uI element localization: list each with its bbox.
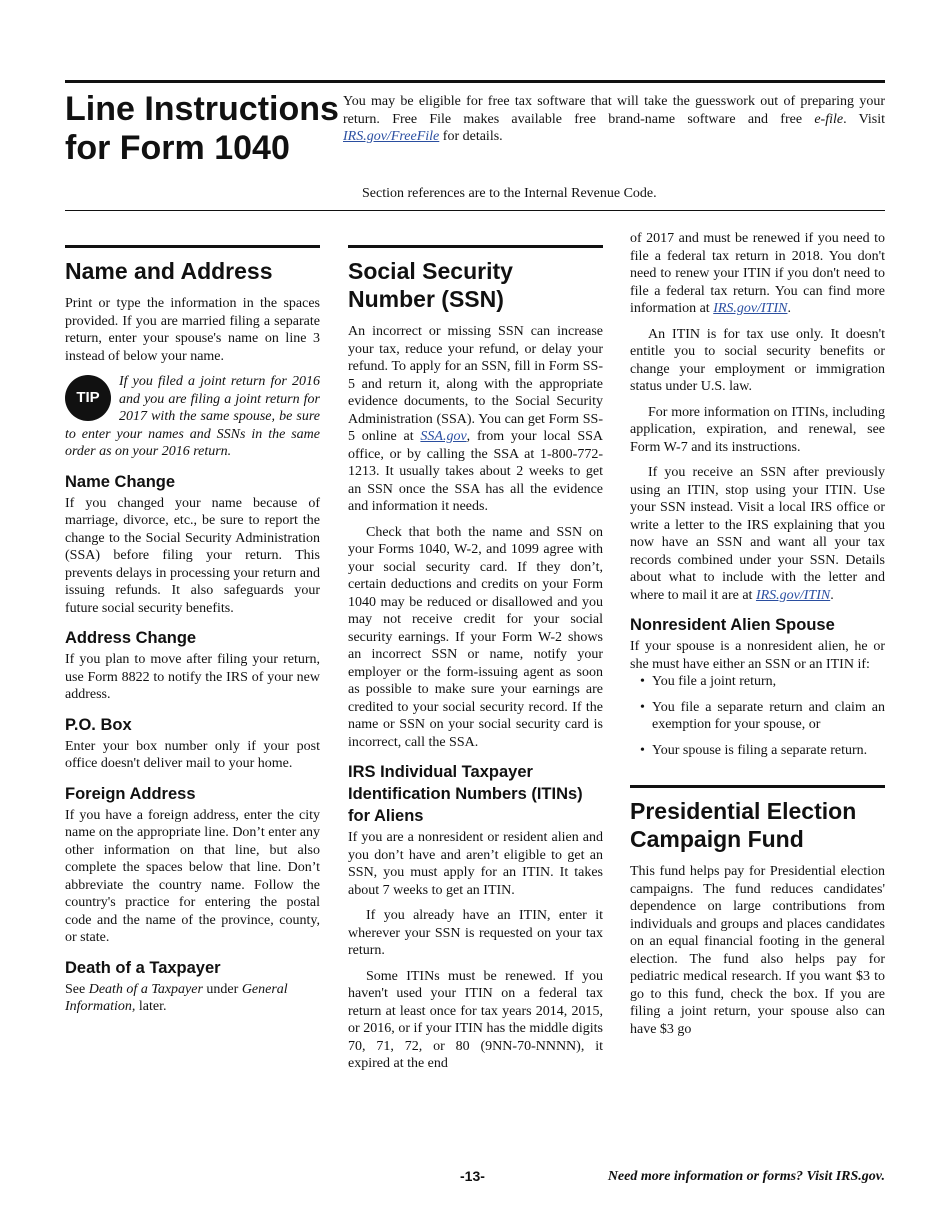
irs-itin-link[interactable]: IRS.gov/ITIN bbox=[713, 301, 788, 316]
footer-more-info: Need more information or forms? Visit IRS.gov. bbox=[607, 1169, 885, 1184]
ssa-gov-link[interactable]: SSA.gov bbox=[420, 429, 467, 444]
free-file-link[interactable]: IRS.gov/FreeFile bbox=[343, 129, 440, 144]
list-item: • Your spouse is filing a separate return. bbox=[630, 742, 885, 760]
section-bar bbox=[348, 245, 603, 248]
name-change-heading: Name Change bbox=[65, 472, 176, 491]
death-of-taxpayer-text: See Death of a Taxpayer under General Information, later. bbox=[65, 981, 288, 1014]
po-box-heading: P.O. Box bbox=[65, 715, 132, 734]
column-1 bbox=[65, 230, 320, 1024]
irs-itin-link[interactable]: IRS.gov/ITIN bbox=[755, 587, 831, 603]
tip-icon: TIP bbox=[65, 375, 111, 421]
top-rule bbox=[65, 80, 885, 83]
name-address-text: Print or type the information in the spaces provided. If you are married filing a separate return, enter your spouse's name on line 3 instead of below your name. bbox=[65, 296, 320, 364]
itin-heading: IRS Individual Taxpayer Identification Numbers (ITINs) for Aliens bbox=[348, 763, 583, 825]
ssn-paragraph-2: Check that both the name and SSN on your Forms 1040, W-2, and 1099 agree with your social security card. If they don’t, certain deductions and credits on your Form 1040 may be reduced or disallowed and you may not receive credit for your social security earnings. If your Form W-2 shows an incorrect SSN or name, notify your employer or the form-issuing agent as soon as possible to make sure your earnings are credited to your social security record. If the name or SSN on your social security card is incorrect, call the SSA. bbox=[348, 524, 603, 750]
presidential-election-heading: Presidential Election Campaign Fund bbox=[630, 798, 857, 852]
itin-paragraph-5: For more information on ITINs, including application, expiration, and renewal, see Form W-7 and its instructions. bbox=[630, 404, 885, 455]
itin-continued: of 2017 and must be renewed if you need to file a federal tax return in 2018. You don't need to renew your ITIN if you don't need to file a federal tax return. You can find more information at IRS.gov/ITIN. bbox=[630, 231, 885, 316]
header-rule bbox=[65, 210, 885, 211]
po-box-text: Enter your box number only if your post office doesn't deliver mail to your home. bbox=[65, 738, 320, 771]
page-title: Line Instructions for Form 1040 bbox=[65, 90, 339, 167]
section-references-note: Section references are to the Internal Revenue Code. bbox=[362, 186, 657, 201]
ssn-paragraph-1: An incorrect or missing SSN can increase your tax, reduce your refund, or delay your refund. To apply for an SSN, fill in Form SS-5 and return it, along with the appropriate evidence documents, to the Social Security Administration (SSA). You can get Form SS-5 online at SSA.gov, from your local SSA office, or by calling the SSA at 1-800-772-1213. It usually takes about 2 weeks to get an SSN once the SSA has all the evidence and information it needs. bbox=[348, 324, 603, 514]
column-3 bbox=[630, 230, 885, 1046]
column-2 bbox=[348, 230, 603, 1081]
itin-paragraph-6: If you receive an SSN after previously using an ITIN, stop using your ITIN. Use your SSN instead. Visit a local IRS office or write a letter to the IRS explaining that you now have an SSN and want all your tax records combined under your SSN. Details about what to include with the letter and where to mail it are at IRS.gov/ITIN. bbox=[630, 465, 885, 603]
itin-paragraph-4: An ITIN is for tax use only. It doesn't entitle you to social security benefits or change your employment or immigration status under U.S. law. bbox=[630, 326, 885, 394]
nonresident-alien-spouse-text: If your spouse is a nonresident alien, he or she must have either an SSN or an ITIN if: bbox=[630, 639, 885, 672]
nonresident-alien-spouse-heading: Nonresident Alien Spouse bbox=[630, 616, 835, 634]
tip-text: If you filed a joint return for 2016 and you are filing a joint return for 2017 with the same spouse, be sure to enter your names and SSNs in the same order as on your 2016 return. bbox=[65, 374, 320, 459]
tip-box bbox=[65, 373, 320, 461]
free-file-intro: You may be eligible for free tax software that will take the guesswork out of preparing your return. Free File makes available free brand-name software and free e-file. Visit IRS.gov/FreeFile for details. bbox=[343, 94, 885, 144]
itin-paragraph-2: If you already have an ITIN, enter it wherever your SSN is requested on your tax return. bbox=[348, 908, 603, 958]
itin-paragraph-1: If you are a nonresident or resident alien and you don’t have and aren’t eligible to get an SSN, you must apply for an ITIN. It takes about 7 weeks to get an ITIN. bbox=[348, 830, 603, 898]
page-number: -13- bbox=[460, 1168, 485, 1184]
foreign-address-heading: Foreign Address bbox=[65, 784, 196, 803]
section-bar bbox=[630, 785, 885, 788]
address-change-text: If you plan to move after filing your return, use Form 8822 to notify the IRS of your new address. bbox=[65, 652, 320, 702]
name-change-text: If you changed your name because of marriage, divorce, etc., be sure to report the change to the Social Security Administration (SSA) before filing your return. This prevents delays in processing your return and issuing refunds. It also safeguards your future social security benefits. bbox=[65, 495, 320, 616]
itin-paragraph-3: Some ITINs must be renewed. If you haven't used your ITIN on a federal tax return at least once for tax years 2014, 2015, or 2016, or if your ITIN has the middle digits 70, 71, 72, or 80 (9NN-70-NNNN), it expired at the end bbox=[348, 968, 603, 1071]
list-item: • You file a joint return, bbox=[630, 673, 885, 691]
section-bar bbox=[65, 245, 320, 248]
foreign-address-text: If you have a foreign address, enter the city name on the appropriate line. Don’t enter any other information on that line, but also complete the spaces below that line. Don’t abbreviate the country name. Follow the country's practice for entering the postal code and the name of the province, county, or state. bbox=[65, 807, 320, 945]
presidential-election-text: This fund helps pay for Presidential election campaigns. The fund reduces candidates' dependence on large contributions from individuals and groups and places candidates on an equal financial footing in the general election. The fund also helps pay for pediatric medical research. If you want $3 to go to this fund, check the box. If you are filing a joint return, your spouse also can have $3 go bbox=[630, 864, 885, 1037]
ssn-heading: Social Security Number (SSN) bbox=[348, 258, 513, 312]
address-change-heading: Address Change bbox=[65, 629, 197, 647]
name-address-heading: Name and Address bbox=[65, 258, 273, 284]
death-of-taxpayer-heading: Death of a Taxpayer bbox=[65, 958, 221, 977]
list-item: • You file a separate return and claim an exemption for your spouse, or bbox=[630, 699, 885, 734]
